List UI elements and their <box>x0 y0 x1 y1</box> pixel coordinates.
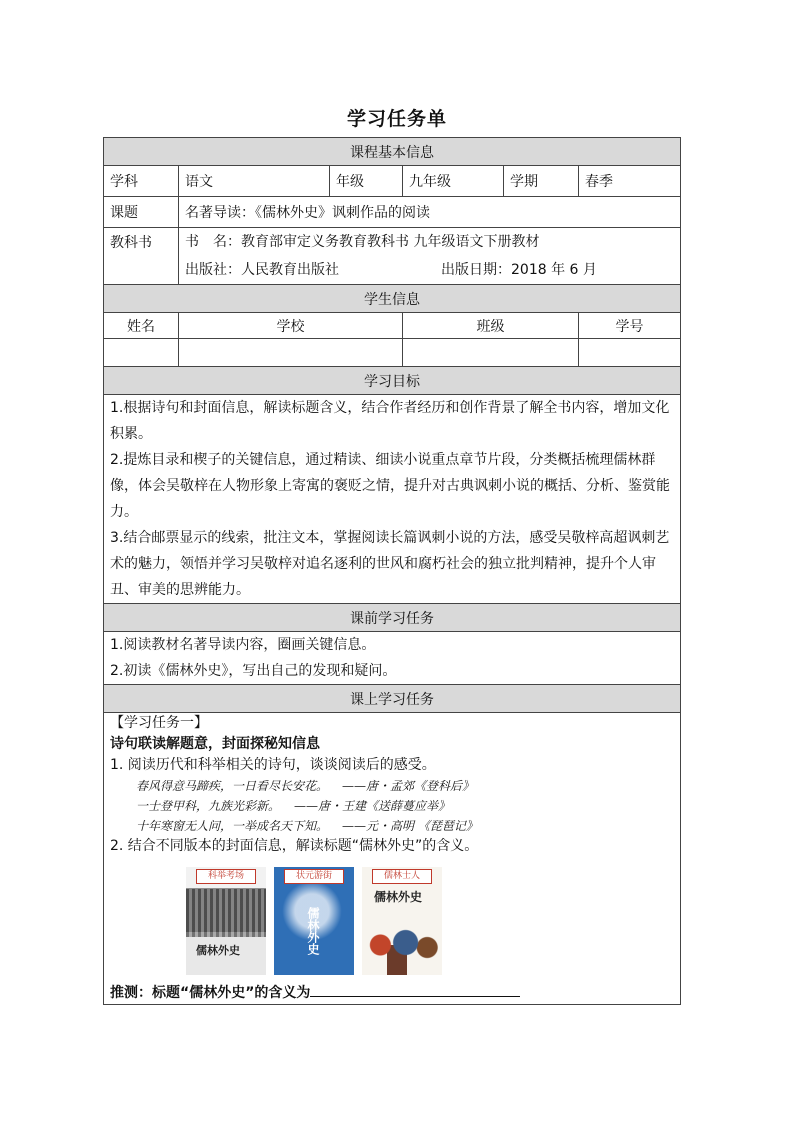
subject-label: 学科 <box>104 166 179 197</box>
basic-info-header: 课程基本信息 <box>104 138 681 166</box>
inference-prompt: 推测：标题“儒林外史”的含义为 <box>110 983 674 1004</box>
term-label: 学期 <box>504 166 579 197</box>
in-class-header: 课上学习任务 <box>104 685 681 713</box>
cover-image: 科举考场 儒林外史 <box>186 867 266 975</box>
cover-image: 儒林士人 儒林外史 <box>362 867 442 975</box>
topic-value: 名著导读：《儒林外史》讽刺作品的阅读 <box>179 197 681 228</box>
task-title: 【学习任务一】 <box>110 715 208 731</box>
pre-task-item: 1.阅读教材名著导读内容，圈画关键信息。 <box>110 637 376 653</box>
poem-line: 一士登甲科，九族光彩新。 ——唐・王建《送薛蔓应举》 <box>136 799 451 813</box>
pre-task-item: 2.初读《儒林外史》，写出自己的发现和疑问。 <box>110 663 397 679</box>
number-field[interactable] <box>579 339 681 367</box>
pre-class-list <box>104 632 681 685</box>
subject-value: 语文 <box>179 166 330 197</box>
question-1: 1. 阅读历代和科举相关的诗句，谈谈阅读后的感受。 <box>110 757 436 773</box>
cover-image: 状元游街 儒林外史 <box>274 867 354 975</box>
task-sheet-table <box>103 137 681 1005</box>
goals-list <box>104 395 681 604</box>
goal-item: 2.提炼目录和楔子的关键信息，通过精读、细读小说重点章节片段，分类概括梳理儒林群像，体会吴敬梓在人物形象上寄寓的褒贬之情，提升对古典讽刺小说的概括、分析、鉴赏能力。 <box>110 452 670 520</box>
publish-date: 出版日期：2018 年 6 月 <box>441 262 597 278</box>
cover-images <box>186 867 674 977</box>
answer-blank[interactable] <box>310 984 520 997</box>
pre-class-header: 课前学习任务 <box>104 604 681 632</box>
class-col-header: 班级 <box>403 313 579 339</box>
goals-header: 学习目标 <box>104 367 681 395</box>
student-info-header: 学生信息 <box>104 285 681 313</box>
task-subtitle: 诗句联读解题意，封面探秘知信息 <box>110 736 320 752</box>
book-name: 书 名：教育部审定义务教育教科书 九年级语文下册教材 <box>185 234 540 250</box>
school-field[interactable] <box>179 339 403 367</box>
school-col-header: 学校 <box>179 313 403 339</box>
name-col-header: 姓名 <box>104 313 179 339</box>
topic-label: 课题 <box>104 197 179 228</box>
page-title: 学习任务单 <box>346 108 447 130</box>
poem-line: 十年寒窗无人问，一举成名天下知。 ——元・高明 《琵琶记》 <box>136 819 478 833</box>
in-class-task <box>104 713 681 1005</box>
class-field[interactable] <box>403 339 579 367</box>
grade-label: 年级 <box>330 166 403 197</box>
goal-item: 1.根据诗句和封面信息，解读标题含义，结合作者经历和创作背景了解全书内容，增加文化积累。 <box>110 400 670 442</box>
question-2: 2. 结合不同版本的封面信息，解读标题“儒林外史”的含义。 <box>110 838 479 854</box>
name-field[interactable] <box>104 339 179 367</box>
poem-line: 春风得意马蹄疾，一日看尽长安花。 ——唐・孟郊《登科后》 <box>136 779 475 793</box>
term-value: 春季 <box>579 166 681 197</box>
publisher: 出版社：人民教育出版社 <box>185 262 339 278</box>
textbook-label: 教科书 <box>104 228 179 285</box>
number-col-header: 学号 <box>579 313 681 339</box>
goal-item: 3.结合邮票显示的线索，批注文本，掌握阅读长篇讽刺小说的方法，感受吴敬梓高超讽刺艺术的魅力，领悟并学习吴敬梓对追名逐利的世风和腐朽社会的独立批判精神，提升个人审丑、审美的思辨能力。 <box>110 530 670 598</box>
textbook-info <box>179 228 681 285</box>
grade-value: 九年级 <box>403 166 504 197</box>
